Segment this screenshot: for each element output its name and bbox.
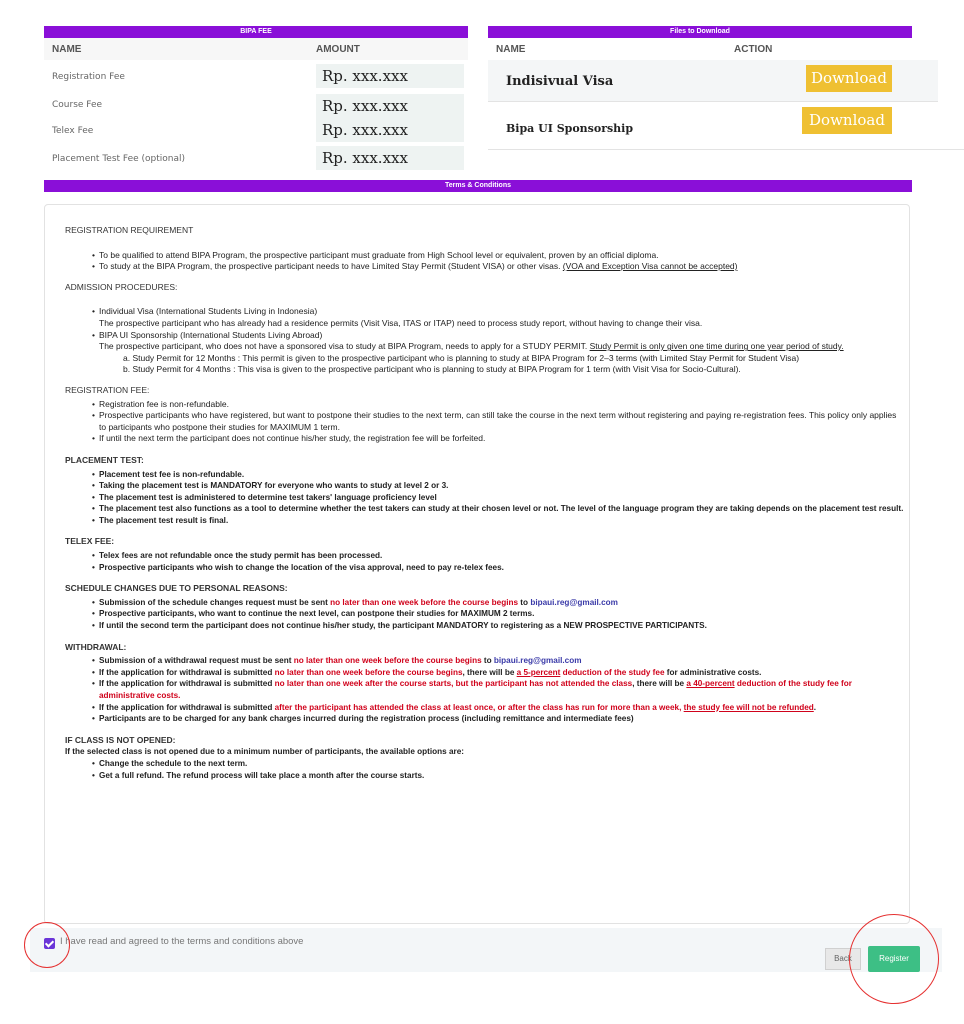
fee-amount: Rp. xxx.xxx xyxy=(322,121,408,139)
file-name: Bipa UI Sponsorship xyxy=(506,122,634,135)
fee-row-placement xyxy=(44,146,468,172)
agree-label[interactable]: I have read and agreed to the terms and conditions above xyxy=(60,936,304,947)
list-item: • Prospective participants, who want to continue the next level, can postpone their studies for MAXIMUM 2 terms. xyxy=(65,608,905,620)
terms-content-box[interactable] xyxy=(44,204,910,924)
file-row-individual-visa xyxy=(488,60,938,102)
fee-amount-cell xyxy=(316,64,464,88)
back-button[interactable]: Back xyxy=(825,948,861,970)
list-item: • To be qualified to attend BIPA Program, the prospective participant must graduate from High School level or equivalent, proven by an official diploma. xyxy=(65,250,905,262)
fee-amount: Rp. xxx.xxx xyxy=(322,97,408,115)
files-table xyxy=(488,38,958,184)
list-item: • Taking the placement test is MANDATORY for everyone who wants to study at level 2 or 3. xyxy=(65,480,905,492)
list-item: • Submission of the schedule changes request must be sent no later than one week before the course begins to bipaui.reg@gmail.com xyxy=(65,597,905,609)
list-item: • Telex fees are not refundable once the study permit has been processed. xyxy=(65,550,905,562)
list-item: • Prospective participants who wish to change the location of the visa approval, need to pay re-telex fees. xyxy=(65,562,905,574)
fee-amount: Rp. xxx.xxx xyxy=(322,149,408,167)
fee-col-amount: AMOUNT xyxy=(316,44,360,55)
files-col-name: NAME xyxy=(496,44,526,55)
list-subitem: b. Study Permit for 4 Months : This visa is given to the prospective participant who is planning to study at BIPA Program for 1 term (with Visit Visa for Socio-Cultural). xyxy=(123,364,741,375)
register-button[interactable]: Register xyxy=(868,946,920,972)
section-title: ADMISSION PROCEDURES: xyxy=(65,281,178,292)
list-item: • If the application for withdrawal is submitted no later than one week before the course begins, there will be a 5-percent deduction of the study fee for administrative costs. xyxy=(65,667,905,679)
section-title: REGISTRATION REQUIREMENT xyxy=(65,225,194,235)
fee-amount: Rp. xxx.xxx xyxy=(322,67,408,85)
download-button[interactable]: Download xyxy=(806,65,892,92)
terms-text xyxy=(65,225,905,788)
fee-table-header-row xyxy=(44,38,468,60)
list-item: • To study at the BIPA Program, the prospective participant needs to have Limited Stay Permit (Student VISA) or other visas. (VOA and Exception Visa cannot be accepted) xyxy=(65,261,905,273)
fee-name: Telex Fee xyxy=(52,126,94,136)
list-item: • Get a full refund. The refund process will take place a month after the course starts. xyxy=(65,770,905,782)
file-row-bipa-sponsorship xyxy=(488,104,964,150)
section-title: PLACEMENT TEST: xyxy=(65,454,144,465)
terms-header: Terms & Conditions xyxy=(44,180,912,192)
fee-row-registration xyxy=(44,64,468,90)
list-item: • Registration fee is non-refundable. xyxy=(65,399,905,411)
section-title: IF CLASS IS NOT OPENED: xyxy=(65,734,176,745)
section-title: REGISTRATION FEE: xyxy=(65,384,150,395)
list-item: • The placement test is administered to determine test takers' language proficiency level xyxy=(65,492,905,504)
agreement-bar xyxy=(30,928,942,972)
files-table-header-row xyxy=(488,38,912,60)
fee-name: Placement Test Fee (optional) xyxy=(52,154,186,164)
list-item: • Placement test fee is non-refundable. xyxy=(65,469,905,481)
section-title: TELEX FEE: xyxy=(65,536,115,547)
fee-row-course xyxy=(44,92,468,118)
list-item: • If the application for withdrawal is submitted after the participant has attended the class at least once, or after the class has run for more than a week, the study fee will not be refunded. xyxy=(65,702,905,714)
list-item: • The placement test also functions as a tool to determine whether the test takers can study at their chosen level or not. The level of the language program they are taking depends on the placement test result. xyxy=(65,503,905,515)
list-item-desc: The prospective participant who has already had a residence permits (Visit Visa, ITAS or ITAP) need to process study report, without having to change their visa. xyxy=(99,317,703,328)
highlight-circle-register xyxy=(849,914,939,1004)
list-subitem: a. Study Permit for 12 Months : This permit is given to the prospective participant who is planning to study at BIPA Program for 2–3 terms (with Limited Stay Permit for Student Visa) xyxy=(123,352,800,363)
file-name: Indisivual Visa xyxy=(506,74,614,89)
files-header: Files to Download xyxy=(488,26,912,38)
list-item-desc: The prospective participant, who does not have a sponsored visa to study at BIPA Program, needs to apply for a STUDY PERMIT. Study Permit is only given one time during one year period of study. xyxy=(99,341,844,352)
list-item: • If the application for withdrawal is submitted no later than one week after the course starts, but the participant has not attended the class, there will be a 40-percent deduction of the study fee for administrative costs. xyxy=(65,678,905,701)
bipa-fee-table xyxy=(44,38,468,172)
files-col-action: ACTION xyxy=(734,44,773,55)
download-button[interactable]: Download xyxy=(802,107,892,134)
fee-amount-cell xyxy=(316,94,464,118)
fee-amount-cell xyxy=(316,146,464,170)
paragraph: If the selected class is not opened due to a minimum number of participants, the available options are: xyxy=(65,747,464,757)
bipa-fee-header: BIPA FEE xyxy=(44,26,468,38)
list-item: • Individual Visa (International Students Living in Indonesia) xyxy=(65,306,905,318)
fee-row-telex xyxy=(44,118,468,144)
fee-name: Course Fee xyxy=(52,100,103,110)
list-item: • If until the next term the participant does not continue his/her study, the registration fee will be forfeited. xyxy=(65,433,905,445)
fee-name: Registration Fee xyxy=(52,72,125,82)
section-title: WITHDRAWAL: xyxy=(65,641,127,652)
list-item: • Change the schedule to the next term. xyxy=(65,758,905,770)
section-title: SCHEDULE CHANGES DUE TO PERSONAL REASONS: xyxy=(65,583,288,594)
list-item: • Participants are to be charged for any bank charges incurred during the registration process (including remittance and intermediate fees) xyxy=(65,713,905,725)
list-item: • The placement test result is final. xyxy=(65,515,905,527)
highlight-circle-checkbox xyxy=(24,922,70,968)
list-item: • If until the second term the participant does not continue his/her study, the participant MANDATORY to registering as a NEW PROSPECTIVE PARTICIPANTS. xyxy=(65,620,905,632)
list-item: • BIPA UI Sponsorship (International Students Living Abroad) xyxy=(65,330,905,342)
list-item: • Prospective participants who have registered, but want to postpone their studies to the next term, can still take the course in the next term without registering and paying re-registration fees. This policy only applies to participants who postpone their studies for MAXIMUM 1 term. xyxy=(65,410,905,433)
fee-col-name: NAME xyxy=(52,44,82,55)
list-item: • Submission of a withdrawal request must be sent no later than one week before the course begins to bipaui.reg@gmail.com xyxy=(65,655,905,667)
fee-amount-cell xyxy=(316,118,464,142)
